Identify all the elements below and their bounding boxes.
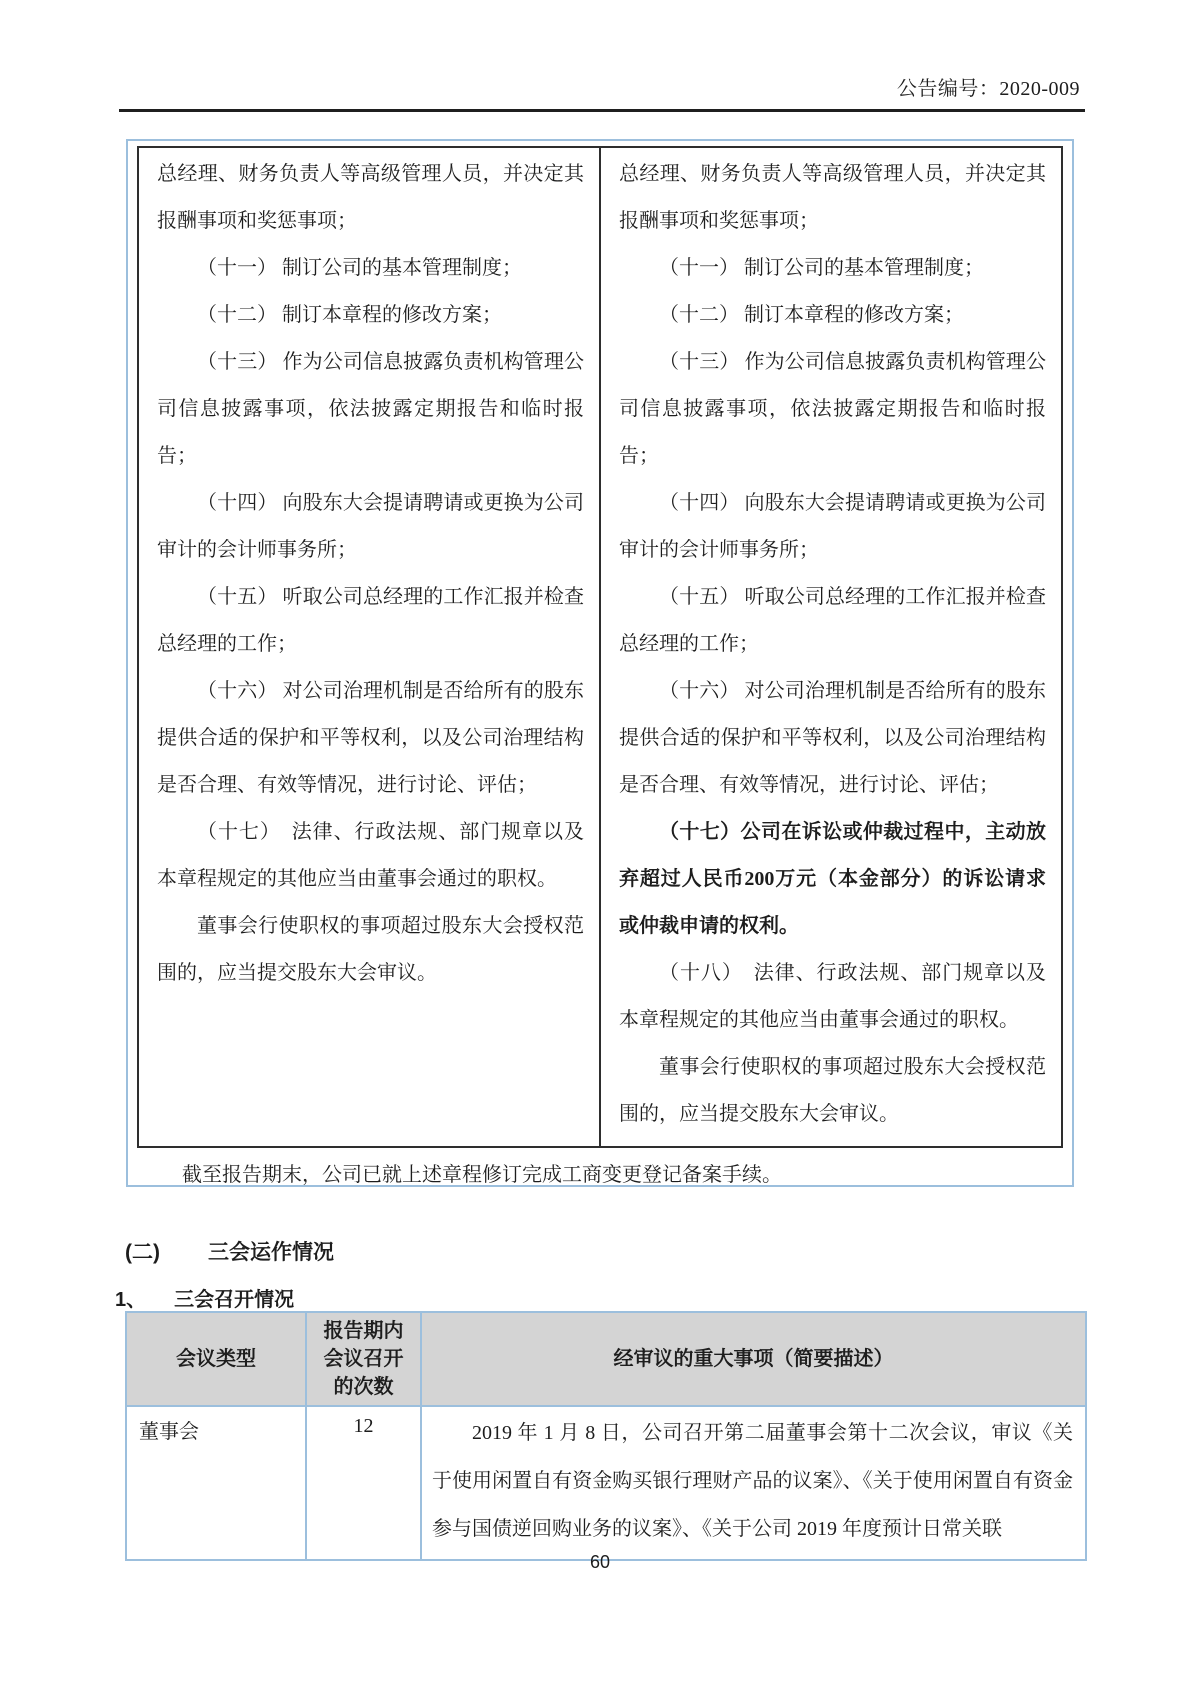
charter-new-column — [600, 147, 1062, 1147]
charter-paragraph: 董事会行使职权的事项超过股东大会授权范围的，应当提交股东大会审议。 — [619, 1056, 1046, 1125]
charter-paragraph: （十三） 作为公司信息披露负责机构管理公司信息披露事项，依法披露定期报告和临时报告； — [157, 351, 584, 467]
meeting-type-cell: 董事会 — [126, 1406, 306, 1560]
announcement-number: 公告编号：2020-009 — [896, 78, 1080, 100]
meetings-table — [125, 1311, 1087, 1561]
charter-paragraph: （十八） 法律、行政法规、部门规章以及本章程规定的其他应当由董事会通过的职权。 — [619, 962, 1046, 1031]
header-major-matters: 经审议的重大事项（简要描述） — [421, 1312, 1086, 1406]
charter-paragraph: （十一） 制订公司的基本管理制度； — [659, 257, 984, 279]
header-meeting-count: 报告期内会议召开的次数 — [306, 1312, 421, 1406]
charter-paragraph: 董事会行使职权的事项超过股东大会授权范围的，应当提交股东大会审议。 — [157, 915, 584, 984]
meetings-table-row-board — [126, 1406, 1086, 1560]
section-title: 三会运作情况 — [208, 1241, 334, 1264]
charter-comparison-table — [137, 146, 1063, 1148]
charter-old-column — [138, 147, 600, 1147]
subsection-number: 1、 — [115, 1289, 147, 1311]
section-heading-three-meetings — [125, 1236, 334, 1266]
header-meeting-type: 会议类型 — [126, 1312, 306, 1406]
charter-paragraph: （十四） 向股东大会提请聘请或更换为公司审计的会计师事务所； — [157, 492, 584, 561]
charter-paragraph: （十五） 听取公司总经理的工作汇报并检查总经理的工作； — [157, 586, 584, 655]
subsection-title: 三会召开情况 — [174, 1289, 295, 1311]
charter-paragraph: 总经理、财务负责人等高级管理人员，并决定其报酬事项和奖惩事项； — [619, 163, 1046, 232]
charter-registration-note: 截至报告期末，公司已就上述章程修订完成工商变更登记备案手续。 — [182, 1164, 782, 1186]
charter-paragraph: （十六） 对公司治理机制是否给所有的股东提供合适的保护和平等权利，以及公司治理结构是否合理、有效等情况，进行讨论、评估； — [157, 680, 584, 796]
meeting-description-text: 2019 年 1 月 8 日，公司召开第二届董事会第十二次会议，审议《关于使用闲置自有资金购买银行理财产品的议案》、《关于使用闲置自有资金参与国债逆回购业务的议案》、《关于公司 2019 年度预计日常关联 — [432, 1422, 1073, 1540]
charter-row — [138, 147, 1062, 1147]
charter-paragraph: 总经理、财务负责人等高级管理人员，并决定其报酬事项和奖惩事项； — [157, 163, 584, 232]
section-number: (二) — [125, 1241, 160, 1264]
charter-paragraph: （十四） 向股东大会提请聘请或更换为公司审计的会计师事务所； — [619, 492, 1046, 561]
charter-comparison-box — [126, 139, 1074, 1187]
meetings-table-header-row — [126, 1312, 1086, 1406]
page-number: 60 — [589, 1552, 611, 1572]
meeting-count-cell: 12 — [306, 1406, 421, 1560]
charter-paragraph: （十七） 法律、行政法规、部门规章以及本章程规定的其他应当由董事会通过的职权。 — [157, 821, 584, 890]
meeting-description-cell — [421, 1406, 1086, 1560]
charter-paragraph: （十一） 制订公司的基本管理制度； — [197, 257, 522, 279]
charter-paragraph: （十三） 作为公司信息披露负责机构管理公司信息披露事项，依法披露定期报告和临时报告； — [619, 351, 1046, 467]
charter-paragraph: （十二） 制订本章程的修改方案； — [659, 304, 964, 326]
charter-paragraph: （十六） 对公司治理机制是否给所有的股东提供合适的保护和平等权利，以及公司治理结构是否合理、有效等情况，进行讨论、评估； — [619, 680, 1046, 796]
charter-paragraph: （十五） 听取公司总经理的工作汇报并检查总经理的工作； — [619, 586, 1046, 655]
subsection-heading-convening — [115, 1283, 294, 1312]
charter-paragraph: （十七）公司在诉讼或仲裁过程中，主动放弃超过人民币200万元（本金部分）的诉讼请求或仲裁申请的权利。 — [619, 821, 1046, 937]
charter-paragraph: （十二） 制订本章程的修改方案； — [197, 304, 502, 326]
header-rule — [119, 109, 1085, 112]
